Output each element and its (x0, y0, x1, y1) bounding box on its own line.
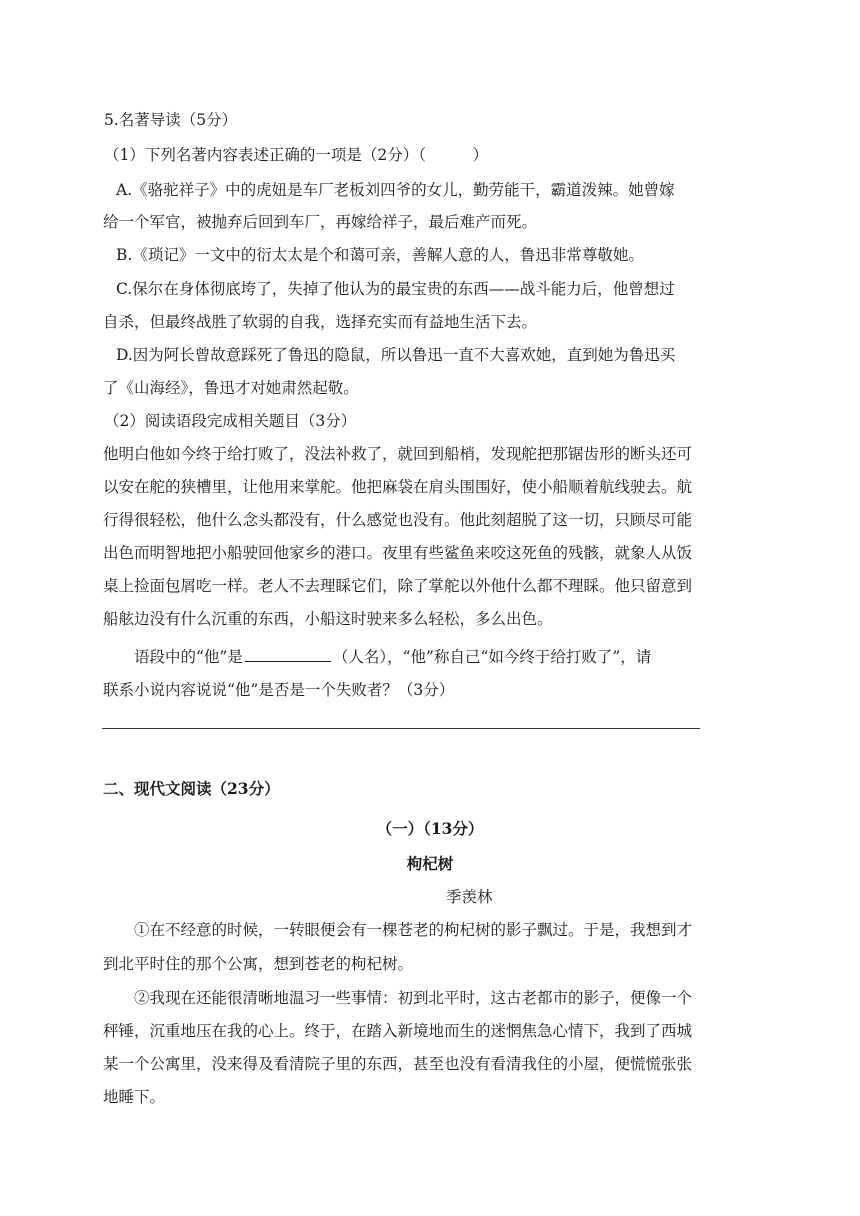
answer-line[interactable] (102, 728, 700, 729)
fill-in-question-prefix: 语段中的“他”是 (134, 648, 243, 666)
passage-line-2: 以安在舵的狭槽里，让他用来掌舵。他把麻袋在肩头围围好，使小船顺着航线驶去。航 (103, 478, 693, 496)
passage-line-5: 桌上捡面包屑吃一样。老人不去理睬它们，除了掌舵以外他什么都不理睬。他只留意到 (103, 577, 693, 595)
fill-in-question-suffix: （人名），“他”称自己“如今终于给打败了”，请 (332, 648, 652, 666)
question-5-title: 5.名著导读（5分） (104, 111, 238, 129)
option-c-line-1: C.保尔在身体彻底垮了，失掉了他认为的最宝贵的东西——战斗能力后，他曾想过 (116, 280, 675, 298)
paragraph-2-line-4: 地睡下。 (103, 1088, 166, 1106)
passage-line-4: 出色而明智地把小船驶回他家乡的港口。夜里有些鲨鱼来咬这死鱼的残骸，就象人从饭 (103, 544, 693, 562)
option-a-line-1: A.《骆驼祥子》中的虎妞是车厂老板刘四爷的女儿，勤劳能干，霸道泼辣。她曾嫁 (116, 181, 675, 199)
passage-line-6: 船舷边没有什么沉重的东西，小船这时驶来多么轻松，多么出色。 (103, 610, 553, 628)
question-line-2: 联系小说内容说说“他”是否是一个失败者？（3分） (103, 681, 455, 699)
option-b: B.《琐记》一文中的衍太太是个和蔼可亲，善解人意的人，鲁迅非常尊敬她。 (116, 246, 644, 264)
passage-line-1: 他明白他如今终于给打败了，没法补救了，就回到船梢，发现舵把那锯齿形的断头还可 (103, 445, 693, 463)
section-2-heading: 二、现代文阅读（23分） (103, 779, 280, 798)
question-5-part-1: （1）下列名著内容表述正确的一项是（2分）（ ） (104, 146, 488, 164)
paragraph-2-line-2: 秤锤，沉重地压在我的心上。终于，在踏入新境地而生的迷惘焦急心情下，我到了西城 (103, 1022, 693, 1040)
part-1-heading: （一）（13分） (376, 819, 484, 838)
option-a-line-2: 给一个军官，被抛弃后回到车厂，再嫁给祥子，最后难产而死。 (103, 213, 538, 231)
paragraph-1-line-2: 到北平时住的那个公寓，想到苍老的枸杞树。 (103, 955, 414, 973)
question-5-part-2: （2）阅读语段完成相关题目（3分） (104, 412, 357, 430)
fill-in-question (134, 645, 860, 669)
paragraph-1-line-1: ①在不经意的时候，一转眼便会有一棵苍老的枸杞树的影子飘过。于是，我想到才 (134, 921, 693, 939)
paragraph-2-line-3: 某一个公寓里，没来得及看清院子里的东西，甚至也没有看清我住的小屋，便慌慌张张 (103, 1055, 693, 1073)
paragraph-2-line-1: ②我现在还能很清晰地温习一些事情：初到北平时，这古老都市的影子，便像一个 (134, 989, 693, 1007)
option-c-line-2: 自杀，但最终战胜了软弱的自我，选择充实而有益地生活下去。 (103, 313, 538, 331)
passage-line-3: 行得很轻松，他什么念头都没有，什么感觉也没有。他此刻超脱了这一切，只顾尽可能 (103, 511, 693, 529)
article-author: 季羡林 (446, 888, 493, 906)
option-d-line-1: D.因为阿长曾故意踩死了鲁迅的隐鼠，所以鲁迅一直不大喜欢她，直到她为鲁迅买 (116, 346, 676, 364)
name-answer-blank[interactable] (245, 645, 331, 662)
option-d-line-2: 了《山海经》，鲁迅才对她肃然起敬。 (103, 379, 359, 397)
article-title: 枸杞树 (406, 854, 454, 873)
